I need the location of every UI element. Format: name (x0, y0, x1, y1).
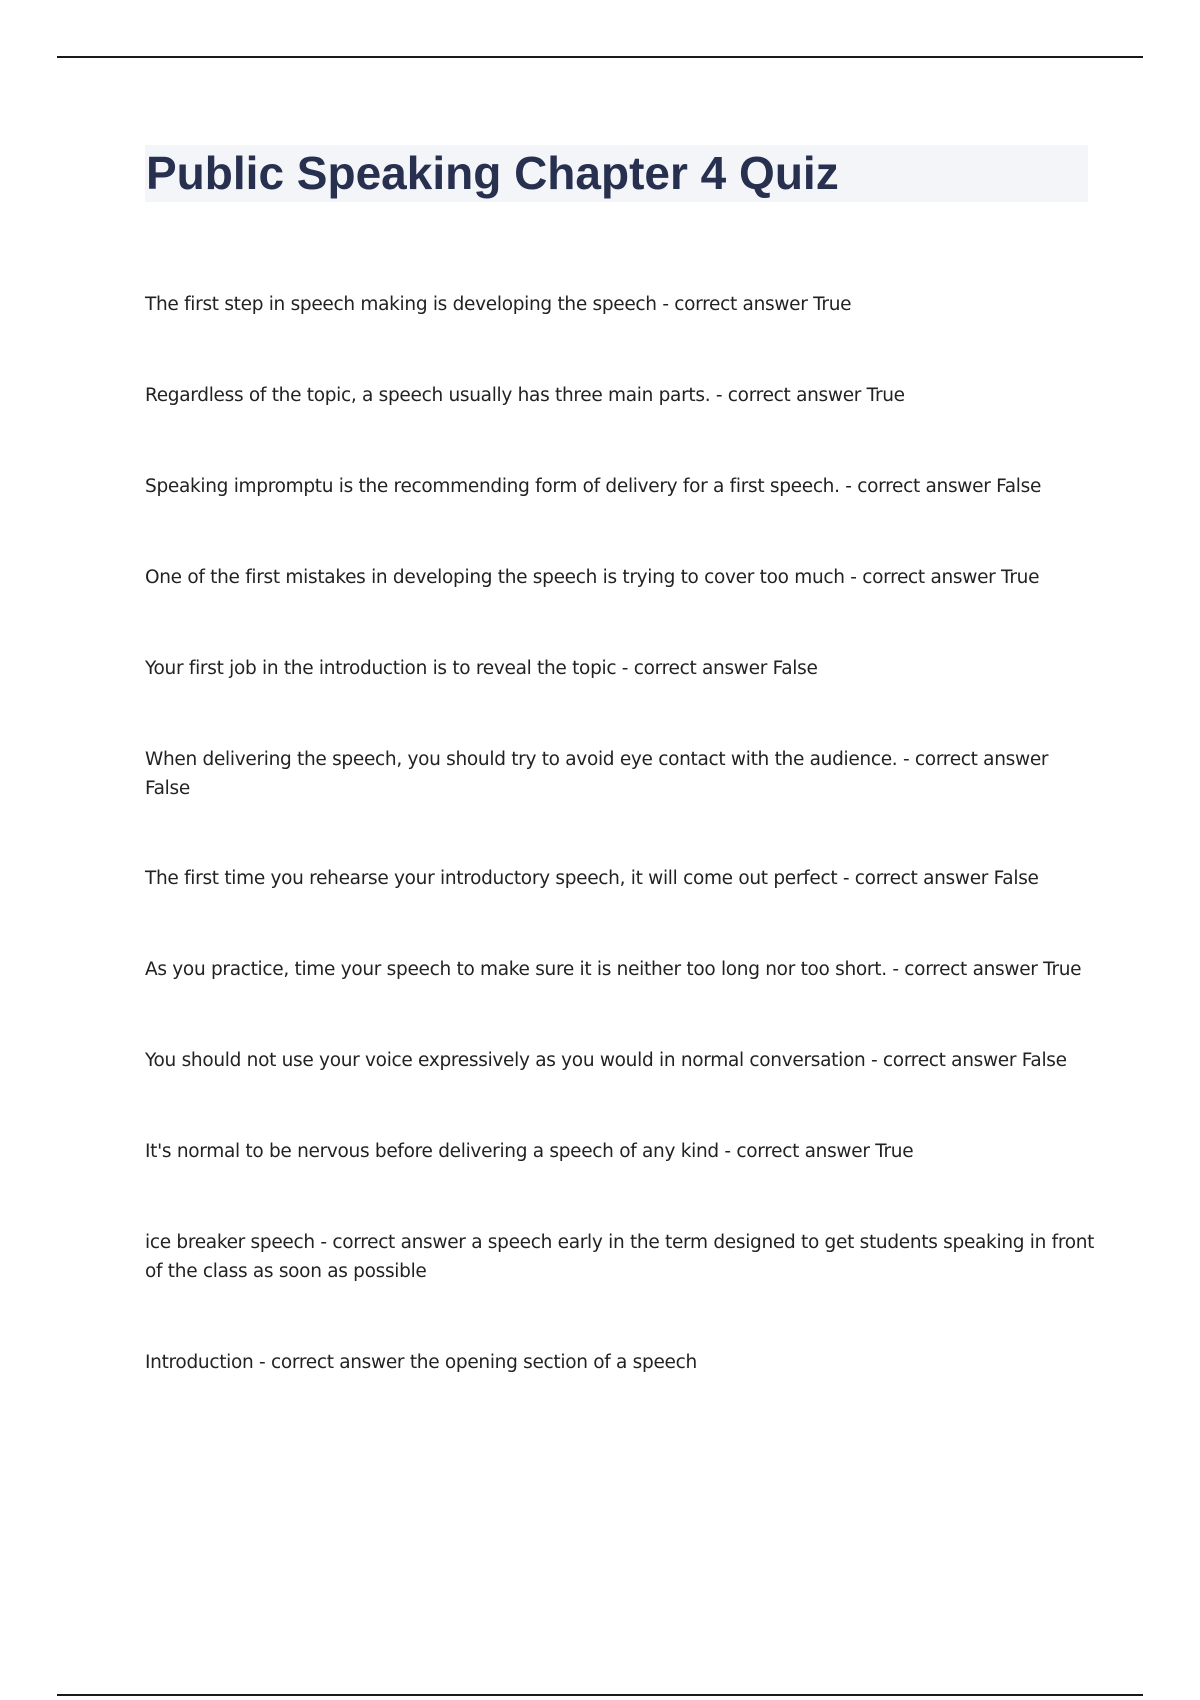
top-rule (57, 56, 1143, 58)
qa-item-5: Your first job in the introduction is to reveal the topic - correct answer False (145, 658, 818, 679)
qa-item-11: ice breaker speech - correct answer a speech early in the term designed to get students speaking in front of the class as soon as possible (145, 1232, 1095, 1282)
qa-item-8: As you practice, time your speech to make sure it is neither too long nor too short. - correct answer True (145, 959, 1082, 980)
qa-item-2: Regardless of the topic, a speech usually has three main parts. - correct answer True (145, 385, 905, 406)
document-title: Public Speaking Chapter 4 Quiz (146, 147, 839, 199)
qa-item-10: It's normal to be nervous before delivering a speech of any kind - correct answer True (145, 1141, 914, 1162)
bottom-rule (57, 1694, 1143, 1696)
qa-item-4: One of the first mistakes in developing the speech is trying to cover too much - correct answer True (145, 567, 1040, 588)
qa-item-7: The first time you rehearse your introductory speech, it will come out perfect - correct answer False (145, 868, 1039, 889)
qa-item-3: Speaking impromptu is the recommending form of delivery for a first speech. - correct answer False (145, 476, 1042, 497)
qa-item-12: Introduction - correct answer the opening section of a speech (145, 1352, 697, 1373)
qa-item-9: You should not use your voice expressively as you would in normal conversation - correct answer False (145, 1050, 1067, 1071)
qa-item-1: The first step in speech making is developing the speech - correct answer True (145, 294, 852, 315)
qa-item-6: When delivering the speech, you should try to avoid eye contact with the audience. - correct answer False (145, 749, 1049, 799)
